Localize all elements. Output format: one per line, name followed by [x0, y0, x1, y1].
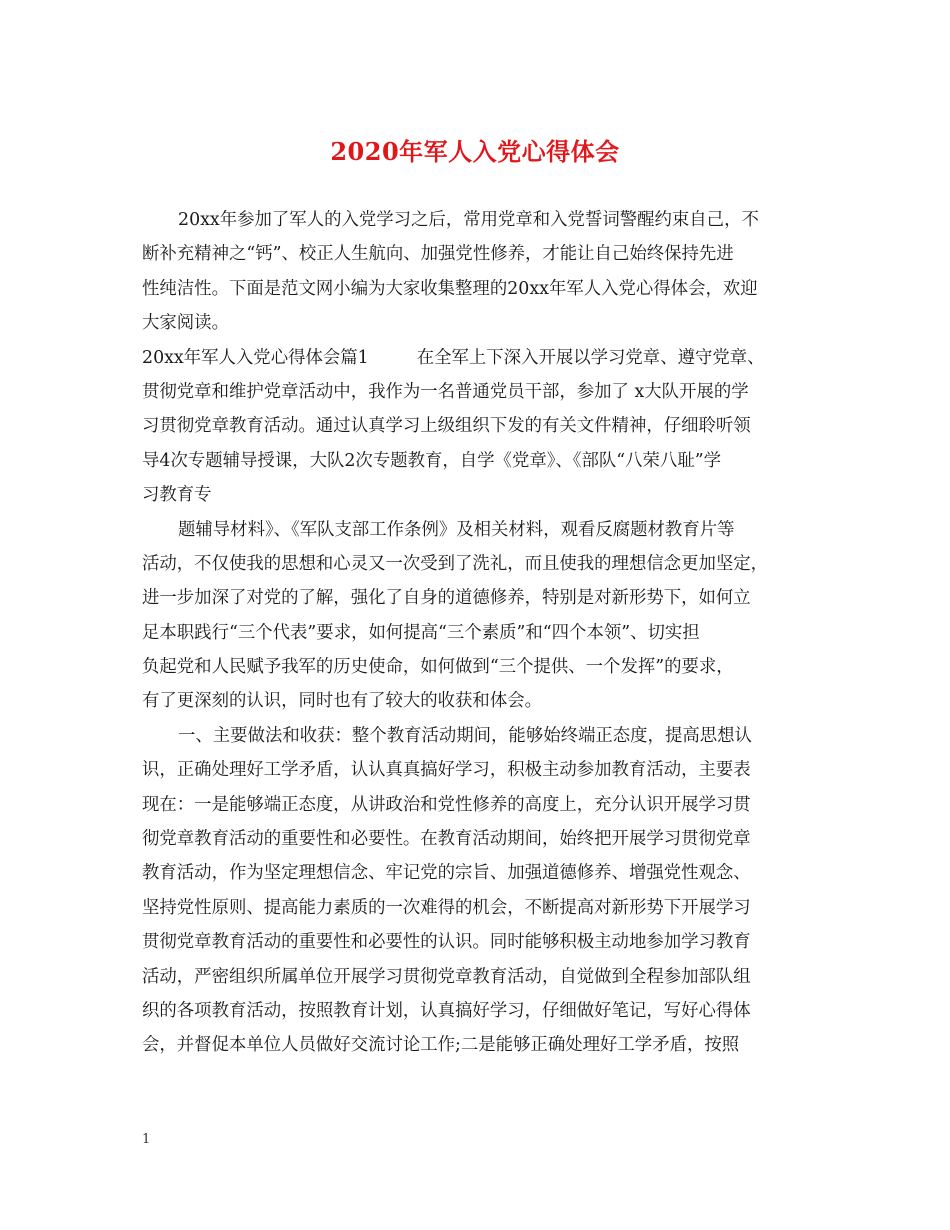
paragraph-line: 织的各项教育活动，按照教育计划，认真搞好学习，仔细做好笔记，写好心得体	[142, 1000, 751, 1021]
paragraph-line: 导4次专题辅导授课，大队2次专题教育，自学《党章》、《部队“八荣八耻”学	[142, 450, 722, 471]
paragraph-line: 大家阅读。	[142, 313, 229, 334]
paragraph-line: 活动，严密组织所属单位开展学习贯彻党章教育活动，自觉做到全程参加部队组	[142, 966, 751, 987]
paragraph-line: 贯彻党章教育活动的重要性和必要性的认识。同时能够积极主动地参加学习教育	[142, 932, 751, 953]
paragraph-line: 一、主要做法和收获：整个教育活动期间，能够始终端正态度，提高思想认	[178, 725, 752, 746]
section-heading: 20xx年军人入党心得体会篇1	[142, 347, 369, 368]
paragraph-line: 进一步加深了对党的了解，强化了自身的道德修养，特别是对新形势下，如何立	[142, 588, 751, 609]
document-title: 2020年军人入党心得体会	[330, 137, 620, 166]
paragraph-line: 20xx年参加了军人的入党学习之后，常用党章和入党誓词警醒约束自己，不	[178, 210, 759, 230]
paragraph-line: 负起党和人民赋予我军的历史使命，如何做到“三个提供、一个发挥”的要求，	[142, 657, 734, 678]
paragraph-line: 坚持党性原则、提高能力素质的一次难得的机会，不断提高对新形势下开展学习	[142, 897, 751, 918]
paragraph-line: 贯彻党章和维护党章活动中，我作为一名普通党员干部，参加了 x大队开展的学	[142, 381, 749, 402]
page-number: 1	[142, 1132, 151, 1147]
paragraph-line: 在全军上下深入开展以学习党章、遵守党章、	[416, 347, 765, 368]
paragraph-line: 彻党章教育活动的重要性和必要性。在教育活动期间，始终把开展学习贯彻党章	[142, 829, 751, 850]
paragraph-line: 活动，不仅使我的思想和心灵又一次受到了洗礼，而且使我的理想信念更加坚定，	[142, 553, 769, 574]
paragraph-line: 会，并督促本单位人员做好交流讨论工作;二是能够正确处理好工学矛盾，按照	[142, 1035, 740, 1056]
paragraph-line: 习贯彻党章教育活动。通过认真学习上级组织下发的有关文件精神，仔细聆听领	[142, 416, 751, 437]
document-body	[142, 203, 810, 1063]
paragraph-line: 教育活动，作为坚定理想信念、牢记党的宗旨、加强道德修养、增强党性观念、	[142, 863, 751, 884]
paragraph-line: 断补充精神之“钙”、校正人生航向、加强党性修养，才能让自己始终保持先进	[142, 244, 734, 265]
paragraph-line: 习教育专	[142, 485, 212, 506]
paragraph-line: 识，正确处理好工学矛盾，认认真真搞好学习，积极主动参加教育活动，主要表	[142, 760, 751, 781]
paragraph-line: 性纯洁性。下面是范文网小编为大家收集整理的20xx年军人入党心得体会，欢迎	[142, 278, 758, 299]
paragraph-line: 题辅导材料》、《军队支部工作条例》及相关材料，观看反腐题材教育片等	[178, 519, 735, 540]
section-heading-line	[142, 341, 810, 375]
paragraph-line: 足本职践行“三个代表”要求，如何提高“三个素质”和“四个本领”、切实担	[142, 622, 700, 643]
paragraph-line: 现在：一是能够端正态度，从讲政治和党性修养的高度上，充分认识开展学习贯	[142, 794, 751, 815]
paragraph-line: 有了更深刻的认识，同时也有了较大的收获和体会。	[142, 691, 542, 712]
